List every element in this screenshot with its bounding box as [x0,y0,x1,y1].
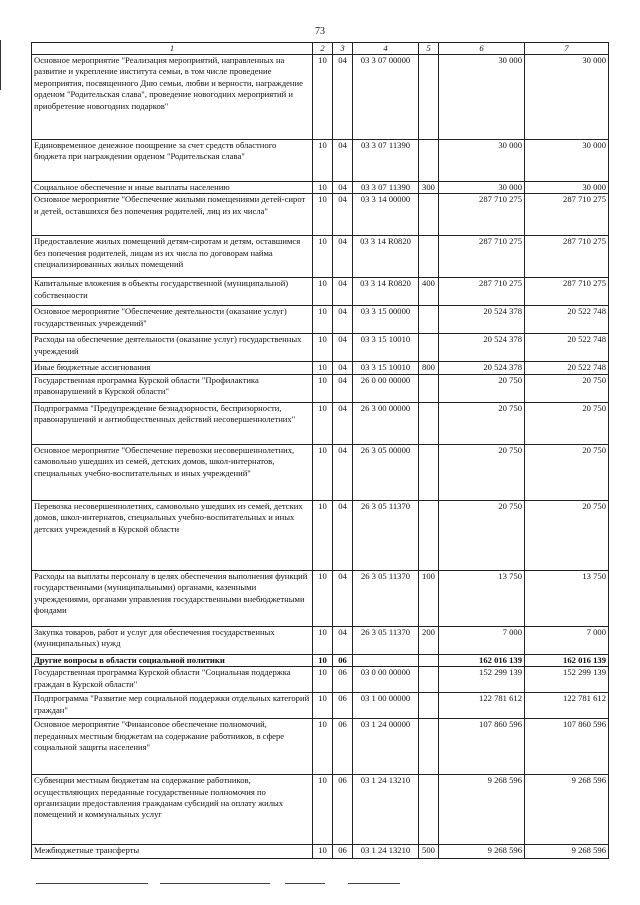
table-row [32,140,609,182]
target-article-code: 03 3 14 R0820 [353,236,419,278]
row-name: Перевозка несовершеннолетних, самовольно ушедших из семей, детских домов, школ-интернатов, специальных учебно-воспитательных и иных детских учреждений в Курской области [32,500,313,570]
expense-type-code [419,444,439,500]
row-name: Государственная программа Курской области "Социальная поддержка граждан в Курской области" [32,667,313,693]
amount-year-2: 30 000 [525,182,609,194]
section-code: 10 [313,334,333,362]
footer-rule [160,883,270,884]
subsection-code: 06 [333,719,353,775]
table-row [32,236,609,278]
footer-rule [348,883,400,884]
subsection-code: 06 [333,654,353,666]
amount-year-1: 7 000 [439,626,525,654]
amount-year-1: 9 268 596 [439,775,525,845]
target-article-code: 26 3 05 11370 [353,570,419,626]
target-article-code: 26 3 05 11370 [353,500,419,570]
expense-type-code: 100 [419,570,439,626]
amount-year-1: 162 016 139 [439,654,525,666]
amount-year-2: 162 016 139 [525,654,609,666]
amount-year-1: 20 524 378 [439,306,525,334]
table-row [32,667,609,693]
row-name: Субвенции местным бюджетам на содержание работников, осуществляющих переданные государственные полномочия по организации предоставления гражданам субсидий на оплату жилых помещений и коммунальных услуг [32,775,313,845]
expense-type-code: 500 [419,845,439,859]
row-name: Предоставление жилых помещений детям-сиротам и детям, оставшимся без попечения родителей, лицам из их числа по договорам найма специализированных жилых помещений [32,236,313,278]
col-header: 4 [353,43,419,55]
section-code: 10 [313,278,333,306]
subsection-code: 06 [333,845,353,859]
table-row [32,402,609,444]
amount-year-2: 107 860 596 [525,719,609,775]
subsection-code: 04 [333,194,353,236]
table-row [32,444,609,500]
expense-type-code [419,140,439,182]
section-code: 10 [313,55,333,140]
table-row [32,693,609,719]
expense-type-code [419,55,439,140]
target-article-code: 03 3 15 00000 [353,306,419,334]
section-code: 10 [313,140,333,182]
subsection-code: 04 [333,626,353,654]
row-name: Расходы на выплаты персоналу в целях обеспечения выполнения функций государственными (муниципальными) органами, казенными учреждениями, органами управления государственными внебюджетными фондами [32,570,313,626]
col-header: 7 [525,43,609,55]
amount-year-2: 30 000 [525,55,609,140]
table-row [32,500,609,570]
section-code: 10 [313,374,333,402]
target-article-code: 03 1 24 13210 [353,845,419,859]
target-article-code: 26 0 00 00000 [353,374,419,402]
amount-year-2: 13 750 [525,570,609,626]
row-name: Иные бюджетные ассигнования [32,362,313,374]
amount-year-2: 287 710 275 [525,194,609,236]
table-row [32,719,609,775]
amount-year-2: 152 299 139 [525,667,609,693]
row-name: Государственная программа Курской области "Профилактика правонарушений в Курской области" [32,374,313,402]
row-name: Основное мероприятие "Обеспечение жилыми помещениями детей-сирот и детей, оставшихся без попечения родителей, лиц из их числа" [32,194,313,236]
target-article-code: 03 3 07 11390 [353,182,419,194]
table-row [32,775,609,845]
subsection-code: 04 [333,55,353,140]
row-name: Расходы на обеспечение деятельности (оказание услуг) государственных учреждений [32,334,313,362]
row-name: Подпрограмма "Предупреждение безнадзорности, беспризорности, правонарушений и антиобщественных действий несовершеннолетних" [32,402,313,444]
target-article-code: 03 3 14 R0820 [353,278,419,306]
target-article-code: 03 3 15 10010 [353,362,419,374]
page-number: 73 [315,26,325,37]
subsection-code: 04 [333,500,353,570]
section-code: 10 [313,194,333,236]
amount-year-1: 9 268 596 [439,845,525,859]
table-row [32,306,609,334]
subsection-code: 06 [333,775,353,845]
section-code: 10 [313,693,333,719]
amount-year-2: 287 710 275 [525,278,609,306]
amount-year-2: 20 522 748 [525,362,609,374]
row-name: Единовременное денежное поощрение за счет средств областного бюджета при награждении орденом "Родительская слава" [32,140,313,182]
subsection-code: 04 [333,278,353,306]
expense-type-code [419,654,439,666]
section-code: 10 [313,626,333,654]
section-code: 10 [313,719,333,775]
budget-table [31,42,609,859]
amount-year-1: 30 000 [439,55,525,140]
footer-rule [36,883,148,884]
amount-year-1: 287 710 275 [439,236,525,278]
section-code: 10 [313,236,333,278]
section-code: 10 [313,362,333,374]
target-article-code: 03 0 00 00000 [353,667,419,693]
amount-year-1: 122 781 612 [439,693,525,719]
binding-margin-marks [0,40,4,90]
table-row [32,194,609,236]
section-code: 10 [313,845,333,859]
amount-year-1: 30 000 [439,140,525,182]
subsection-code: 04 [333,444,353,500]
section-code: 10 [313,182,333,194]
amount-year-1: 20 524 378 [439,362,525,374]
target-article-code: 26 3 00 00000 [353,402,419,444]
table-row [32,182,609,194]
row-name: Основное мероприятие "Финансовое обеспечение полномочий, переданных местным бюджетам на содержание работников, в сфере социальной защиты населения" [32,719,313,775]
subsection-code: 06 [333,667,353,693]
section-code: 10 [313,500,333,570]
subsection-code: 04 [333,402,353,444]
subsection-code: 04 [333,306,353,334]
table-row [32,362,609,374]
amount-year-1: 20 524 378 [439,334,525,362]
expense-type-code: 400 [419,278,439,306]
header-row [32,43,609,55]
subsection-code: 04 [333,374,353,402]
expense-type-code [419,693,439,719]
amount-year-2: 7 000 [525,626,609,654]
expense-type-code [419,500,439,570]
amount-year-2: 20 750 [525,374,609,402]
subsection-code: 06 [333,693,353,719]
col-header: 5 [419,43,439,55]
amount-year-2: 20 750 [525,444,609,500]
row-name: Межбюджетные трансферты [32,845,313,859]
target-article-code: 03 1 24 00000 [353,719,419,775]
row-name: Основное мероприятие "Обеспечение перевозки несовершеннолетних, самовольно ушедших из семей, детских домов, школ-интернатов, специальных учебно-воспитательных и иных учреждений" [32,444,313,500]
amount-year-1: 107 860 596 [439,719,525,775]
subsection-code: 04 [333,362,353,374]
amount-year-2: 287 710 275 [525,236,609,278]
subsection-code: 04 [333,334,353,362]
row-name: Основное мероприятие "Обеспечение деятельности (оказание услуг) государственных учреждений" [32,306,313,334]
col-header: 1 [32,43,313,55]
amount-year-2: 20 522 748 [525,306,609,334]
table-row [32,845,609,859]
table-row [32,334,609,362]
amount-year-1: 287 710 275 [439,278,525,306]
amount-year-2: 20 522 748 [525,334,609,362]
amount-year-2: 20 750 [525,500,609,570]
expense-type-code [419,194,439,236]
subsection-code: 04 [333,236,353,278]
row-name: Социальное обеспечение и иные выплаты населению [32,182,313,194]
target-article-code: 03 1 24 13210 [353,775,419,845]
section-code: 10 [313,306,333,334]
expense-type-code [419,374,439,402]
expense-type-code [419,334,439,362]
expense-type-code: 800 [419,362,439,374]
amount-year-1: 20 750 [439,374,525,402]
amount-year-1: 30 000 [439,182,525,194]
target-article-code: 03 3 07 11390 [353,140,419,182]
row-name: Подпрограмма "Развитие мер социальной поддержки отдельных категорий граждан" [32,693,313,719]
row-name: Основное мероприятие "Реализация мероприятий, направленных на развитие и укрепление института семьи, в том числе проведение мероприятия, посвященного Дню семьи, любви и верности, награждение орденом "Родительская слава", проведение новогодних мероприятий и приобретение новогодних подарков" [32,55,313,140]
section-code: 10 [313,444,333,500]
target-article-code: 03 3 14 00000 [353,194,419,236]
target-article-code: 03 3 15 10010 [353,334,419,362]
row-name: Закупка товаров, работ и услуг для обеспечения государственных (муниципальных) нужд [32,626,313,654]
row-name: Другие вопросы в области социальной политики [32,654,313,666]
amount-year-2: 30 000 [525,140,609,182]
section-code: 10 [313,667,333,693]
amount-year-2: 122 781 612 [525,693,609,719]
amount-year-1: 13 750 [439,570,525,626]
section-code: 10 [313,775,333,845]
expense-type-code [419,719,439,775]
row-name: Капитальные вложения в объекты государственной (муниципальной) собственности [32,278,313,306]
table-row [32,55,609,140]
expense-type-code [419,306,439,334]
section-code: 10 [313,654,333,666]
target-article-code [353,654,419,666]
subsection-code: 04 [333,182,353,194]
expense-type-code [419,667,439,693]
table-row [32,654,609,666]
amount-year-1: 20 750 [439,500,525,570]
amount-year-1: 20 750 [439,444,525,500]
expense-type-code [419,236,439,278]
target-article-code: 03 1 00 00000 [353,693,419,719]
footer-rule [285,883,325,884]
amount-year-1: 152 299 139 [439,667,525,693]
subsection-code: 04 [333,140,353,182]
col-header: 6 [439,43,525,55]
amount-year-1: 20 750 [439,402,525,444]
expense-type-code: 300 [419,182,439,194]
amount-year-1: 287 710 275 [439,194,525,236]
table-row [32,626,609,654]
subsection-code: 04 [333,570,353,626]
table-row [32,374,609,402]
col-header: 2 [313,43,333,55]
target-article-code: 26 3 05 00000 [353,444,419,500]
expense-type-code [419,775,439,845]
amount-year-2: 20 750 [525,402,609,444]
amount-year-2: 9 268 596 [525,845,609,859]
expense-type-code: 200 [419,626,439,654]
target-article-code: 26 3 05 11370 [353,626,419,654]
col-header: 3 [333,43,353,55]
expense-type-code [419,402,439,444]
section-code: 10 [313,570,333,626]
target-article-code: 03 3 07 00000 [353,55,419,140]
table-row [32,278,609,306]
section-code: 10 [313,402,333,444]
table-row [32,570,609,626]
amount-year-2: 9 268 596 [525,775,609,845]
